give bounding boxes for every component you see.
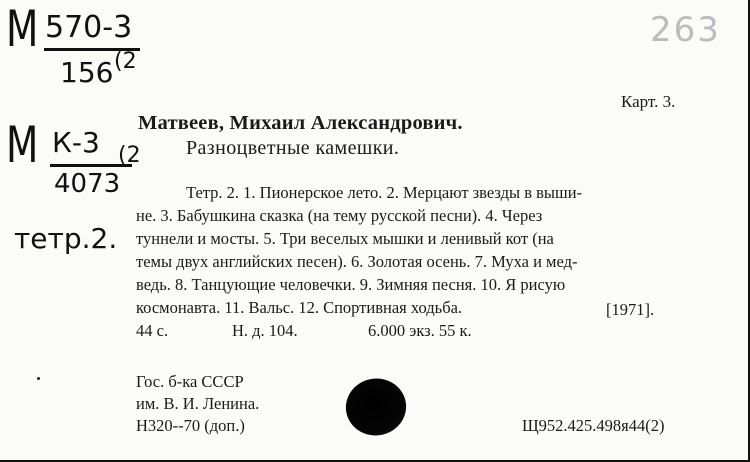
library-line: Гос. б-ка СССР <box>136 372 244 391</box>
contents-line: Тетр. 2. 1. Пионерское лето. 2. Мерцают звезды в выши- <box>186 183 583 202</box>
shelf-mark-mid-sub: 4073 <box>54 169 121 199</box>
shelf-mark-top-sub: 156 <box>60 56 114 89</box>
order-code: Н320--70 (доп.) <box>136 416 245 435</box>
ink-blot <box>342 375 410 440</box>
shelf-mark-mid-copy: (2 <box>118 143 141 168</box>
shelf-mark-top-prefix: М <box>6 0 39 58</box>
shelf-mark-mid-number: К-3 <box>52 126 100 159</box>
classification-code: Щ952.425.498я44(2) <box>522 416 665 435</box>
shelf-mark-mid-prefix: М <box>6 116 39 174</box>
publication-year: [1971]. <box>606 300 655 319</box>
contents-line: ведь. 8. Танцующие человечки. 9. Зимняя песня. 10. Я рисую <box>136 275 566 294</box>
pages: 44 с. <box>136 321 169 340</box>
stray-mark <box>37 377 40 380</box>
shelf-mark-top-copy: (2 <box>114 49 137 74</box>
library-line: им. В. И. Ленина. <box>136 394 260 413</box>
volume-note: тетр.2. <box>14 222 118 255</box>
print-run: 6.000 экз. 55 к. <box>368 321 472 340</box>
title: Разноцветные камешки. <box>186 137 400 159</box>
contents-line: темы двух английских песен). 6. Золотая осень. 7. Муха и мед- <box>136 252 578 271</box>
shelf-mark-top-number: 570-3 <box>45 10 133 45</box>
corner-number: 263 <box>650 10 721 50</box>
contents-line: не. 3. Бабушкина сказка (на тему русской песни). 4. Через <box>136 206 543 225</box>
contents-line: туннели и мосты. 5. Три веселых мышки и ленивый кот (на <box>136 229 554 248</box>
author-heading: Матвеев, Михаил Александрович. <box>138 112 463 134</box>
card-number: Карт. 3. <box>621 92 676 111</box>
contents-line: космонавта. 11. Вальс. 12. Спортивная ходьба. <box>136 298 463 317</box>
plate-number: Н. д. 104. <box>232 321 298 340</box>
